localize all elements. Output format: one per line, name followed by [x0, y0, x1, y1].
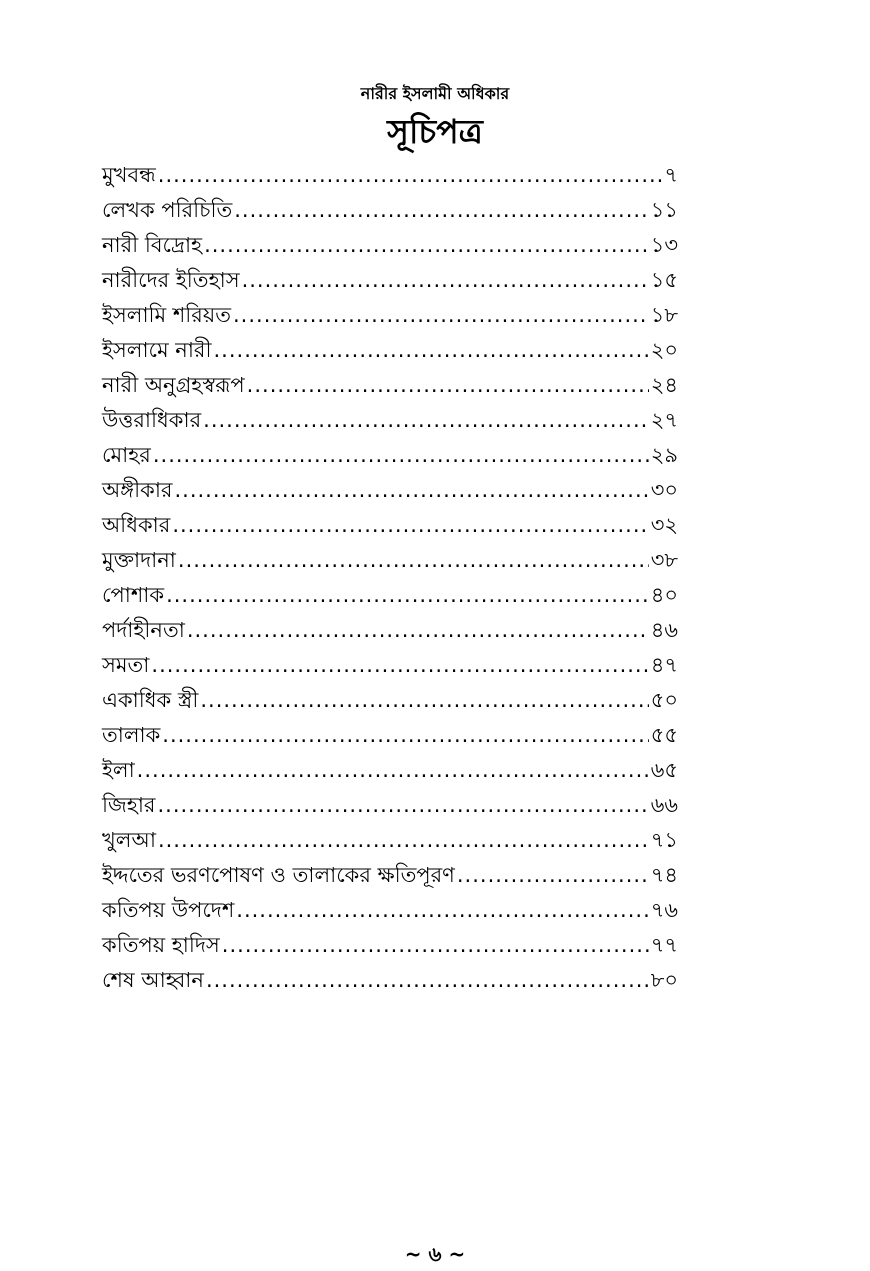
toc-entry-page: ১৮: [650, 303, 678, 327]
toc-entry-page: ৪৭: [650, 653, 678, 677]
toc-entry: [102, 823, 678, 858]
dot-leader: [457, 858, 649, 893]
toc-entry-page: ৭৬: [650, 898, 678, 922]
toc-entry: [102, 578, 678, 613]
toc-entry-label: একাধিক স্ত্রী: [102, 688, 199, 712]
dot-leader: [151, 648, 648, 683]
toc-entry-page: ৬৫: [650, 758, 678, 782]
toc-entry: [102, 228, 678, 263]
toc-entry-label: মোহর: [102, 443, 151, 467]
toc-entry-label: অধিকার: [102, 513, 171, 537]
toc-entry: [102, 368, 678, 403]
toc-entry: [102, 158, 678, 193]
toc-entry: [102, 403, 678, 438]
dot-leader: [222, 928, 649, 963]
toc-entry: [102, 263, 678, 298]
dot-leader: [233, 298, 649, 333]
toc-entry-page: ৭৭: [650, 933, 678, 957]
toc-entry-label: পোশাক: [102, 583, 165, 607]
running-header: নারীর ইসলামী অধিকার: [360, 84, 510, 103]
toc-entry-label: কতিপয় উপদেশ: [102, 898, 235, 922]
toc-entry-label: নারী অনুগ্রহস্বরূপ: [102, 373, 245, 397]
toc-entry: [102, 753, 678, 788]
dot-leader: [153, 438, 649, 473]
toc-entry-page: ২৪: [650, 373, 678, 397]
toc-entry: [102, 438, 678, 473]
toc-entry-label: ইলা: [102, 758, 135, 782]
toc-entry: [102, 858, 678, 893]
toc-entry-label: সমতা: [102, 653, 150, 677]
dot-leader: [174, 473, 648, 508]
dot-leader: [247, 368, 649, 403]
toc-entry-page: ৪০: [650, 583, 678, 607]
toc-entry-label: মুক্তাদানা: [102, 548, 176, 572]
toc-entry-label: জিহার: [102, 793, 156, 817]
dot-leader: [206, 963, 649, 998]
toc-entry-page: ৩২: [650, 513, 678, 537]
toc-entry: [102, 613, 678, 648]
dot-leader: [236, 893, 648, 928]
toc-entry-label: তালাক: [102, 723, 161, 747]
toc-title: সূচিপত্র: [387, 112, 483, 151]
toc-entry: [102, 543, 678, 578]
toc-entry-page: ১১: [650, 198, 678, 222]
toc-entry-page: ৭: [664, 163, 678, 187]
dot-leader: [200, 683, 648, 718]
toc-entry-label: শেষ আহ্বান: [102, 968, 204, 992]
toc-entry-page: ১৩: [650, 233, 678, 257]
dot-leader: [158, 823, 649, 858]
toc-entry-page: ৪৬: [650, 618, 678, 642]
toc-entry: [102, 788, 678, 823]
toc-entry: [102, 333, 678, 368]
dot-leader: [172, 508, 648, 543]
toc-entry-label: পর্দাহীনতা: [102, 618, 185, 642]
dot-leader: [203, 403, 649, 438]
table-of-contents: [102, 158, 678, 998]
toc-entry: [102, 893, 678, 928]
toc-entry-page: ৫৫: [650, 723, 678, 747]
page-number: ~ ৬ ~: [404, 1242, 466, 1266]
toc-entry: [102, 193, 678, 228]
toc-entry-label: মুখবন্ধ: [102, 163, 156, 187]
dot-leader: [137, 753, 649, 788]
toc-entry-label: কতিপয় হাদিস: [102, 933, 220, 957]
toc-entry-page: ৩৮: [650, 548, 678, 572]
dot-leader: [166, 578, 649, 613]
toc-entry-page: ৫০: [650, 688, 678, 712]
toc-entry-label: উত্তরাধিকার: [102, 408, 202, 432]
toc-entry-label: লেখক পরিচিতি: [102, 198, 233, 222]
toc-entry: [102, 508, 678, 543]
dot-leader: [158, 158, 663, 193]
toc-entry: [102, 718, 678, 753]
dot-leader: [242, 263, 649, 298]
dot-leader: [157, 788, 648, 823]
toc-entry-page: ১৫: [650, 268, 678, 292]
toc-entry-label: খুলআ: [102, 828, 156, 852]
dot-leader: [234, 193, 648, 228]
toc-entry-page: ৭৪: [650, 863, 678, 887]
toc-entry-label: ইসলামি শরিয়ত: [102, 303, 231, 327]
toc-entry: [102, 928, 678, 963]
toc-entry-page: ৮০: [650, 968, 678, 992]
toc-entry-label: ইদ্দতের ভরণপোষণ ও তালাকের ক্ষতিপূরণ: [102, 863, 455, 887]
toc-entry-page: ৩০: [650, 478, 678, 502]
toc-entry: [102, 648, 678, 683]
toc-entry-page: ২০: [650, 338, 678, 362]
toc-entry-label: নারীদের ইতিহাস: [102, 268, 240, 292]
dot-leader: [204, 228, 649, 263]
toc-entry-label: ইসলামে নারী: [102, 338, 212, 362]
dot-leader: [187, 613, 649, 648]
dot-leader: [162, 718, 648, 753]
toc-entry-label: অঙ্গীকার: [102, 478, 173, 502]
toc-entry-page: ৬৬: [650, 793, 678, 817]
dot-leader: [178, 543, 649, 578]
toc-entry-page: ৭১: [650, 828, 678, 852]
toc-entry: [102, 298, 678, 333]
dot-leader: [214, 333, 649, 368]
toc-entry-page: ২৯: [650, 443, 678, 467]
toc-entry: [102, 473, 678, 508]
toc-entry: [102, 963, 678, 998]
toc-entry-page: ২৭: [650, 408, 678, 432]
toc-entry: [102, 683, 678, 718]
toc-entry-label: নারী বিদ্রোহ: [102, 233, 203, 257]
